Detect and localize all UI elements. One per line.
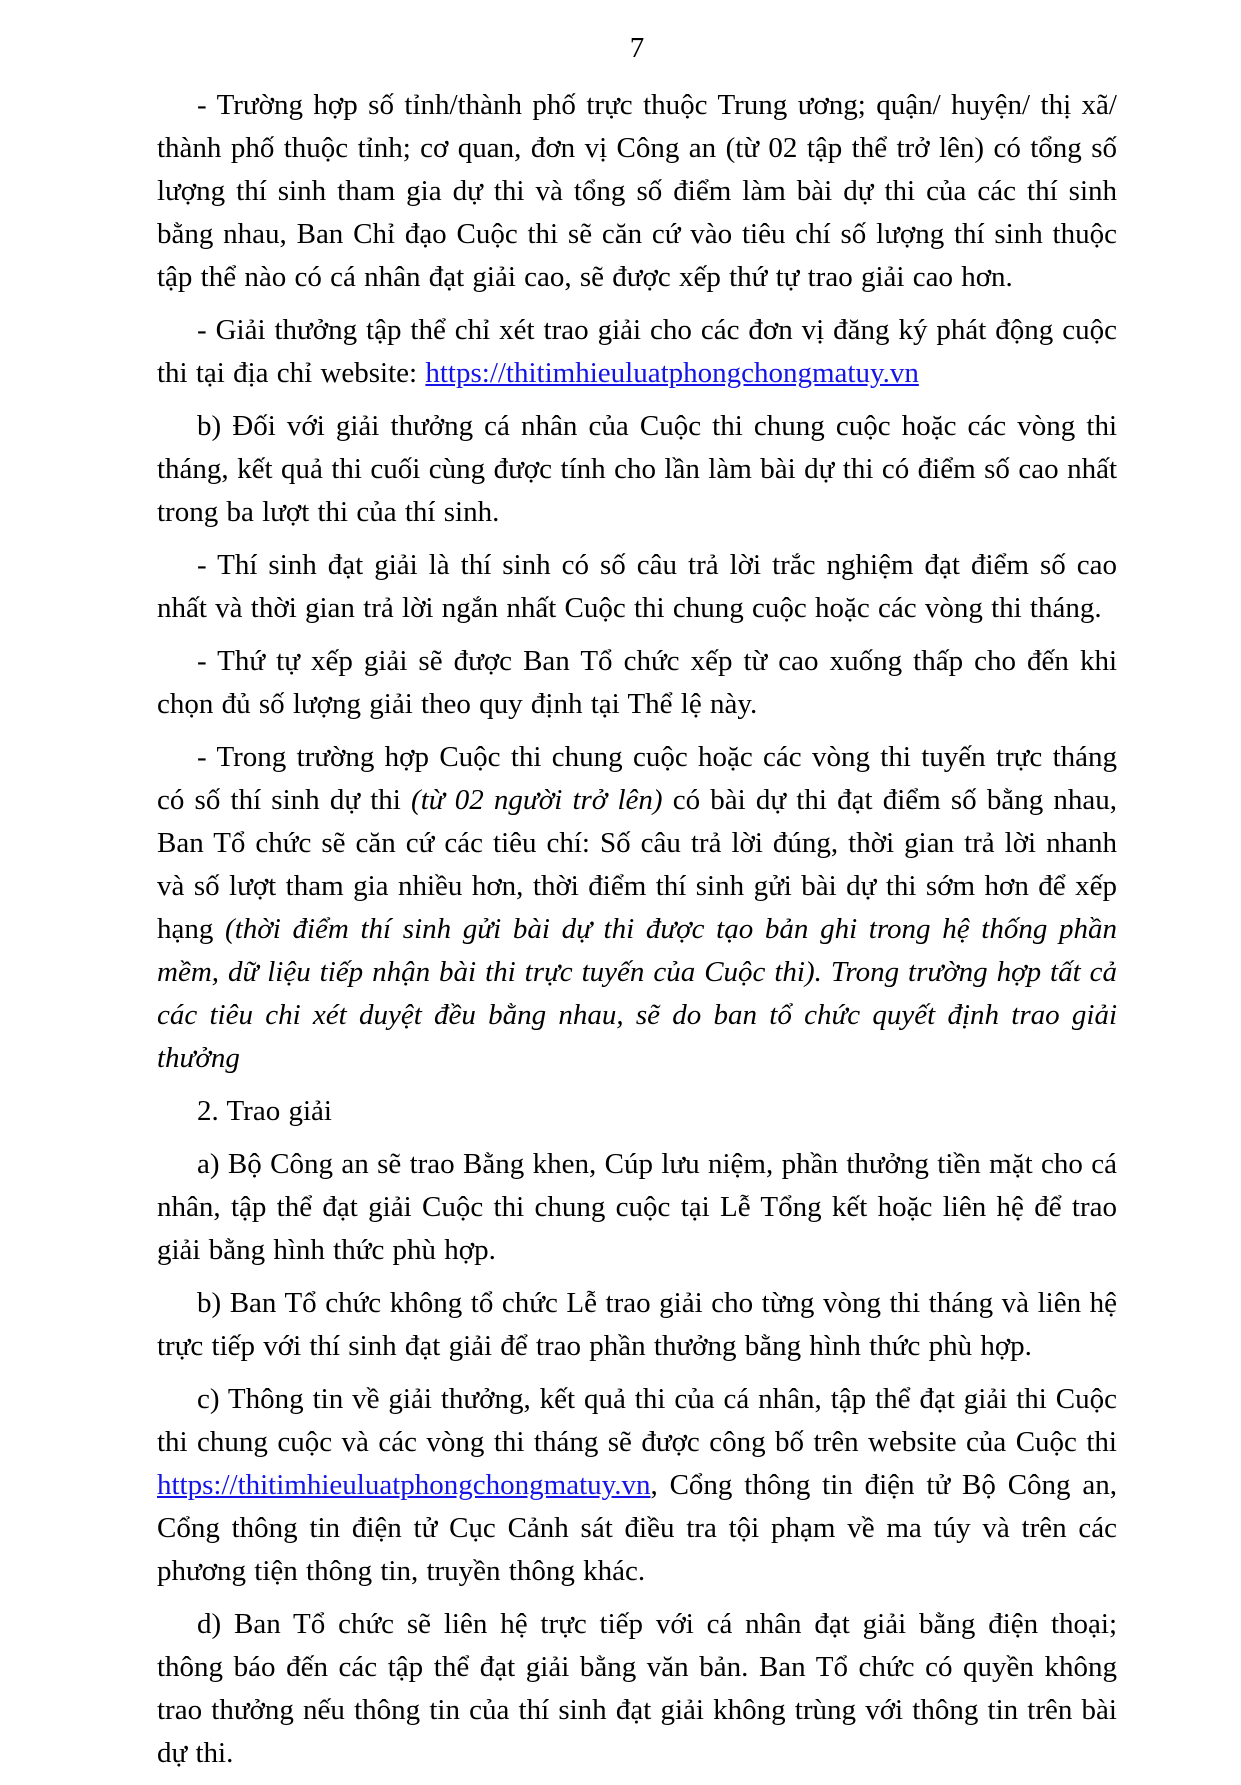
text-run: có bài dự thi đạt điểm số bằng nhau, Ban Tổ chức sẽ căn cứ các tiêu chí: Số câu trả lời đúng, thời gian trả lời nhanh và số lượt tham gia nhiều hơn, thời điểm thí sinh gửi bài dự thi sớm hơn để xếp hạng [157,784,1117,945]
document-page [157,30,1117,1785]
text-run: b) Đối với giải thưởng cá nhân của Cuộc thi chung cuộc hoặc các vòng thi tháng, kết quả thi cuối cùng được tính cho lần làm bài dự thi có điểm số cao nhất trong ba lượt thi của thí sinh. [157,410,1117,528]
paragraph [157,1090,1117,1133]
paragraph [157,736,1117,1080]
paragraph [157,1378,1117,1593]
paragraph [157,544,1117,630]
paragraph [157,405,1117,534]
text-run: c) Thông tin về giải thưởng, kết quả thi của cá nhân, tập thể đạt giải thi Cuộc thi chung cuộc và các vòng thi tháng sẽ được công bố trên website của Cuộc thi [157,1383,1117,1458]
text-run: , Cổng thông tin điện tử Bộ Công an, Cổng thông tin điện tử Cục Cảnh sát điều tra tội phạm về ma túy và trên các phương tiện thông tin, truyền thông khác. [157,1469,1117,1587]
paragraph [157,309,1117,395]
document-body [157,84,1117,1775]
text-run: a) Bộ Công an sẽ trao Bằng khen, Cúp lưu niệm, phần thưởng tiền mặt cho cá nhân, tập thể đạt giải Cuộc thi chung cuộc tại Lễ Tổng kết hoặc liên hệ để trao giải bằng hình thức phù hợp. [157,1148,1117,1266]
text-run: 2. Trao giải [197,1095,332,1127]
paragraph [157,640,1117,726]
italic-text-run: (từ 02 người trở lên) [411,784,663,816]
paragraph [157,84,1117,299]
italic-text-run: (thời điểm thí sinh gửi bài dự thi được tạo bản ghi trong hệ thống phần mềm, dữ liệu tiếp nhận bài thi trực tuyến của Cuộc thi). Trong trường hợp tất cả các tiêu chi xét duyệt đều bằng nhau, sẽ do ban tổ chức quyết định trao giải thưởng [157,913,1117,1074]
paragraph [157,1603,1117,1775]
page-number: 7 [629,32,645,64]
paragraph [157,1282,1117,1368]
text-run: d) Ban Tổ chức sẽ liên hệ trực tiếp với cá nhân đạt giải bằng điện thoại; thông báo đến các tập thể đạt giải bằng văn bản. Ban Tổ chức có quyền không trao thưởng nếu thông tin của thí sinh đạt giải không trùng với thông tin trên bài dự thi. [157,1608,1117,1769]
text-run: - Trong trường hợp Cuộc thi chung cuộc hoặc các vòng thi tuyến trực tháng có số thí sinh dự thi [157,741,1117,816]
text-run: - Thí sinh đạt giải là thí sinh có số câu trả lời trắc nghiệm đạt điểm số cao nhất và thời gian trả lời ngắn nhất Cuộc thi chung cuộc hoặc các vòng thi tháng. [157,549,1117,624]
contest-website-link[interactable]: https://thitimhieuluatphongchongmatuy.vn [425,357,919,389]
text-run: - Trường hợp số tỉnh/thành phố trực thuộc Trung ương; quận/ huyện/ thị xã/ thành phố thuộc tỉnh; cơ quan, đơn vị Công an (từ 02 tập thể trở lên) có tổng số lượng thí sinh tham gia dự thi và tổng số điểm làm bài dự thi của các thí sinh bằng nhau, Ban Chỉ đạo Cuộc thi sẽ căn cứ vào tiêu chí số lượng thí sinh thuộc tập thể nào có cá nhân đạt giải cao, sẽ được xếp thứ tự trao giải cao hơn. [157,89,1117,293]
text-run: - Giải thưởng tập thể chỉ xét trao giải cho các đơn vị đăng ký phát động cuộc thi tại địa chỉ website: [157,314,1117,389]
text-run: b) Ban Tổ chức không tổ chức Lễ trao giải cho từng vòng thi tháng và liên hệ trực tiếp với thí sinh đạt giải để trao phần thưởng bằng hình thức phù hợp. [157,1287,1117,1362]
paragraph [157,1143,1117,1272]
text-run: - Thứ tự xếp giải sẽ được Ban Tổ chức xếp từ cao xuống thấp cho đến khi chọn đủ số lượng giải theo quy định tại Thể lệ này. [157,645,1117,720]
contest-website-link[interactable]: https://thitimhieuluatphongchongmatuy.vn [157,1469,651,1501]
